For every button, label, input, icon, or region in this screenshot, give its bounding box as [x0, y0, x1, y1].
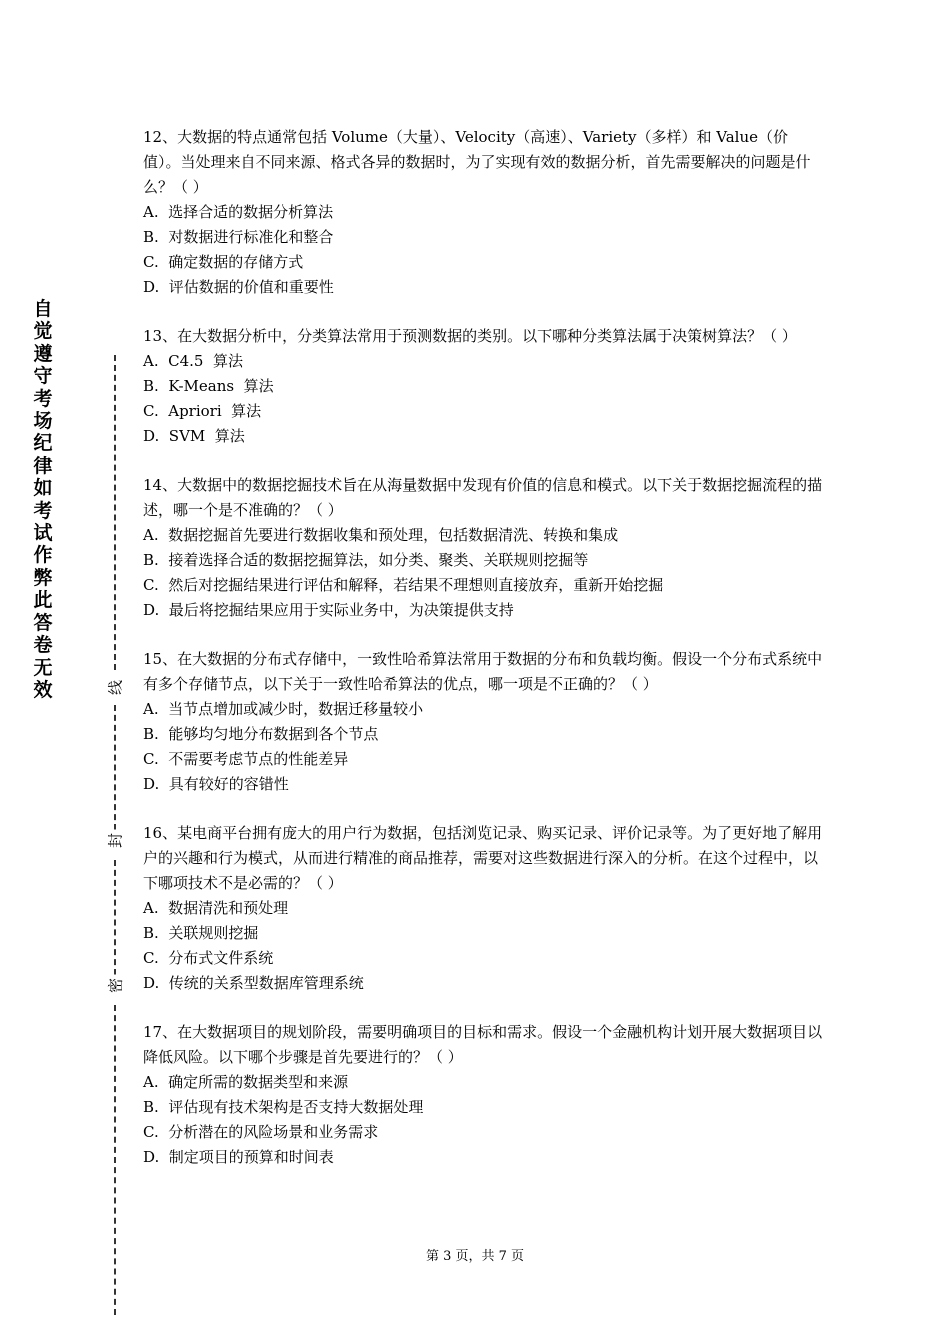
option-b: B. 关联规则挖掘	[143, 924, 259, 942]
option-a: A. 数据清洗和预处理	[143, 899, 289, 917]
option-c: C. 分布式文件系统	[143, 949, 274, 967]
binding-mark-seal: 封	[105, 830, 126, 852]
binding-dash-1	[114, 355, 116, 670]
option-c: C. 分析潜在的风险场景和业务需求	[143, 1123, 379, 1141]
option-c: C. 确定数据的存储方式	[143, 253, 304, 271]
option-d: D. 评估数据的价值和重要性	[143, 278, 334, 296]
option-a: A. C4.5 算法	[143, 352, 244, 370]
exam-discipline-notice: 自觉遵守考场纪律如考试作弊此答卷无效	[33, 298, 53, 701]
question-list	[143, 125, 823, 1194]
option-a: A. 当节点增加或减少时，数据迁移量较小	[143, 700, 424, 718]
binding-line	[100, 355, 130, 1315]
question-text: 17、在大数据项目的规划阶段，需要明确项目的目标和需求。假设一个金融机构计划开展大数据项目以降低风险。以下哪个步骤是首先要进行的？（ ）	[143, 1023, 823, 1066]
option-d: D. 具有较好的容错性	[143, 775, 289, 793]
page-number: 第 3 页，共 7 页	[425, 1249, 525, 1264]
option-b: B. K-Means 算法	[143, 377, 274, 395]
option-c: C. Apriori 算法	[143, 402, 262, 420]
question-text: 12、大数据的特点通常包括 Volume（大量）、Velocity（高速）、Variety（多样）和 Value（价值）。当处理来自不同来源、格式各异的数据时，为了实现有效的数据分析，首先需要解决的问题是什么？（ ）	[143, 128, 811, 196]
option-b: B. 评估现有技术架构是否支持大数据处理	[143, 1098, 424, 1116]
option-b: B. 接着选择合适的数据挖掘算法，如分类、聚类、关联规则挖掘等	[143, 551, 589, 569]
binding-dash-4	[114, 1005, 116, 1315]
option-a: A. 确定所需的数据类型和来源	[143, 1073, 349, 1091]
option-c: C. 然后对挖掘结果进行评估和解释，若结果不理想则直接放弃，重新开始挖掘	[143, 576, 664, 594]
question-14	[143, 473, 823, 623]
option-c: C. 不需要考虑节点的性能差异	[143, 750, 349, 768]
question-text: 16、某电商平台拥有庞大的用户行为数据，包括浏览记录、购买记录、评价记录等。为了更好地了解用户的兴趣和行为模式，从而进行精准的商品推荐，需要对这些数据进行深入的分析。在这个过程中，以下哪项技术不是必需的？（ ）	[143, 824, 823, 892]
question-text: 13、在大数据分析中，分类算法常用于预测数据的类别。以下哪种分类算法属于决策树算法？（ ）	[143, 327, 797, 345]
question-text: 15、在大数据的分布式存储中，一致性哈希算法常用于数据的分布和负载均衡。假设一个分布式系统中有多个存储节点，以下关于一致性哈希算法的优点，哪一项是不正确的？（ ）	[143, 650, 823, 693]
option-d: D. 最后将挖掘结果应用于实际业务中，为决策提供支持	[143, 601, 514, 619]
question-text: 14、大数据中的数据挖掘技术旨在从海量数据中发现有价值的信息和模式。以下关于数据挖掘流程的描述，哪一个是不准确的？（ ）	[143, 476, 823, 519]
binding-mark-secret: 密	[105, 975, 126, 997]
option-a: A. 数据挖掘首先要进行数据收集和预处理，包括数据清洗、转换和集成	[143, 526, 619, 544]
question-16	[143, 821, 823, 996]
question-17	[143, 1020, 823, 1170]
binding-mark-line: 线	[105, 677, 126, 699]
option-b: B. 对数据进行标准化和整合	[143, 228, 334, 246]
option-d: D. 制定项目的预算和时间表	[143, 1148, 334, 1166]
option-b: B. 能够均匀地分布数据到各个节点	[143, 725, 379, 743]
question-13	[143, 324, 823, 449]
question-12	[143, 125, 823, 300]
binding-dash-3	[114, 860, 116, 975]
option-d: D. 传统的关系型数据库管理系统	[143, 974, 364, 992]
binding-dash-2	[114, 705, 116, 830]
question-15	[143, 647, 823, 797]
option-a: A. 选择合适的数据分析算法	[143, 203, 334, 221]
option-d: D. SVM 算法	[143, 427, 245, 445]
